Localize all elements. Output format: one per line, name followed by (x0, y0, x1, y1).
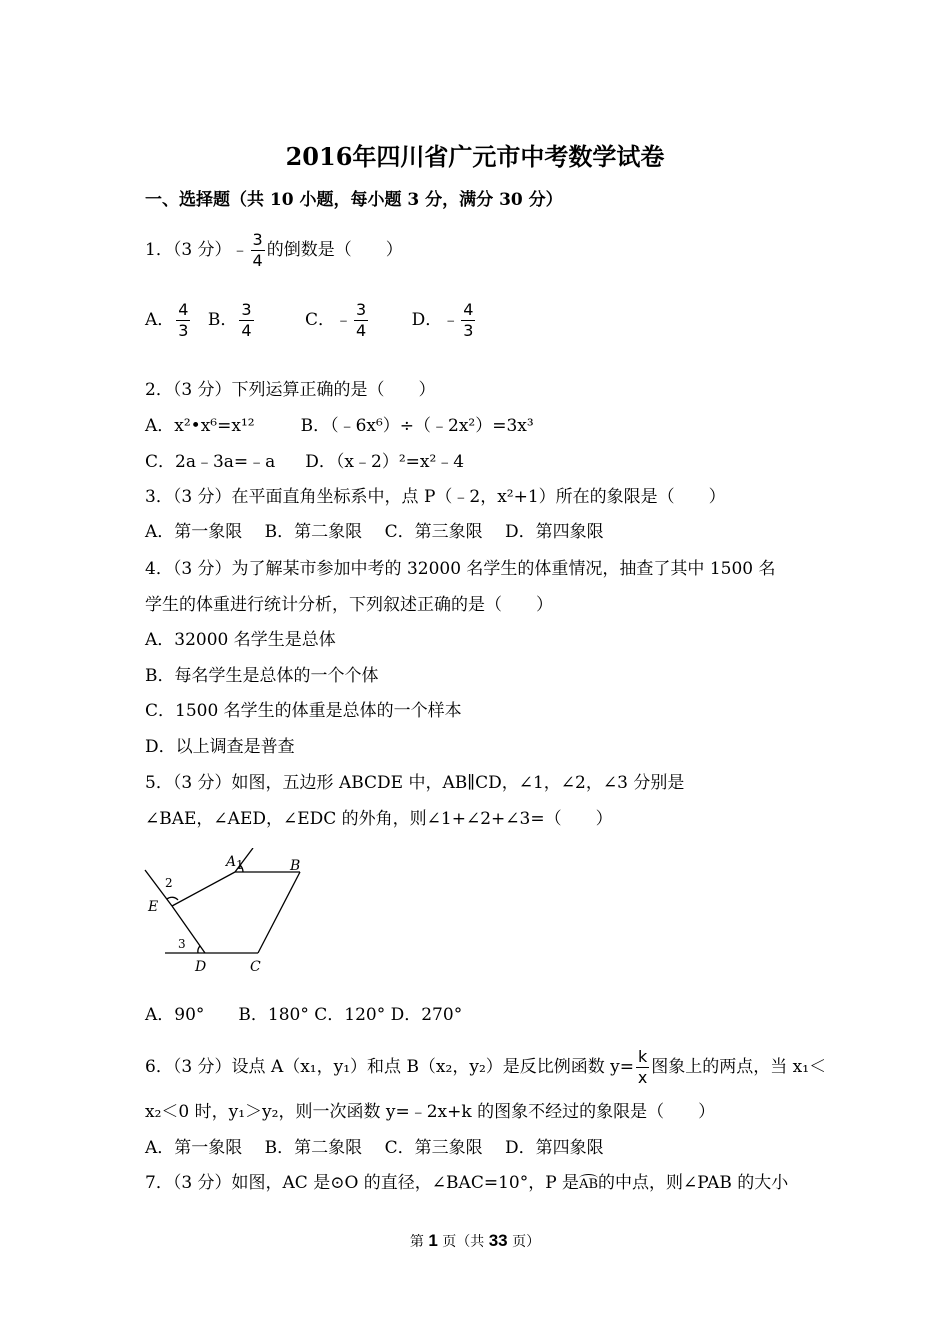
label-angle-3: 3 (178, 937, 186, 951)
total-pages: 33 (488, 1231, 508, 1250)
question-4-stem-line1: 4．（3 分）为了解某市参加中考的 32000 名学生的体重情况，抽查了其中 1500 名 (145, 559, 776, 579)
question-5-stem-line1: 5．（3 分）如图，五边形 ABCDE 中，AB∥CD，∠1，∠2，∠3 分别是 (145, 773, 685, 793)
option-a: A． $\frac{4}{3}$ (145, 300, 189, 340)
label-d: D (195, 959, 207, 975)
option-c: C．2a﹣3a=﹣a (145, 452, 276, 472)
label-angle-1: 1 (236, 858, 244, 872)
option-b: B． $\frac{3}{4}$ (207, 300, 252, 340)
question-6-stem-line1: 6．（3 分）设点 A（x₁，y₁）和点 B（x₂，y₂）是反比例函数 y= $\frac{k}{x}$ 图象上的两点，当 x₁＜ (145, 1047, 827, 1087)
option-d: D．（x﹣2）²=x²﹣4 (305, 452, 465, 472)
segment-de (172, 906, 205, 953)
angle-2-arc (167, 897, 178, 900)
segment-bc (258, 872, 300, 953)
question-1-options (145, 302, 477, 339)
label-a: A (226, 854, 237, 870)
question-3-stem: 3．（3 分）在平面直角坐标系中，点 P（﹣2，x²+1）所在的象限是（ ） (145, 487, 726, 507)
question-4-option-c: C．1500 名学生的体重是总体的一个样本 (145, 701, 462, 721)
question-4-option-a: A．32000 名学生是总体 (145, 630, 336, 650)
question-1-stem: 1．（3 分）﹣ $\frac{3}{4}$ 的倒数是（ ） (145, 230, 403, 270)
question-5-options: A．90° B．180° C．120° D．270° (145, 1005, 463, 1025)
fraction: $\frac{3}{4}$ (252, 230, 263, 270)
fraction: $\frac{k}{x}$ (637, 1047, 648, 1087)
current-page: 1 (428, 1231, 438, 1250)
label-angle-2: 2 (165, 876, 173, 890)
arc-ab: AB (579, 1174, 598, 1191)
label-b: B (290, 858, 301, 874)
option-b: B．（﹣6x⁶）÷（﹣2x²）=3x³ (300, 416, 534, 436)
question-4-option-d: D．以上调查是普查 (145, 737, 295, 757)
option-d: D．﹣ $\frac{4}{3}$ (411, 300, 474, 340)
question-4-stem-line2: 学生的体重进行统计分析，下列叙述正确的是（ ） (145, 595, 553, 615)
page-footer: 第 1 页（共 33 页） (409, 1231, 541, 1250)
angle-3-arc (198, 946, 200, 953)
question-6-options: A．第一象限 B．第二象限 C．第三象限 D．第四象限 (145, 1138, 604, 1158)
label-e: E (148, 899, 159, 915)
page-title: 2016年四川省广元市中考数学试卷 (285, 142, 665, 171)
question-2-stem: 2．（3 分）下列运算正确的是（ ） (145, 380, 436, 400)
label-c: C (250, 959, 261, 975)
question-4-option-b: B．每名学生是总体的一个个体 (145, 666, 379, 686)
question-2-options-row2 (145, 454, 464, 471)
section-heading: 一、选择题（共 10 小题，每小题 3 分，满分 30 分） (145, 190, 563, 210)
question-2-options-row1 (145, 418, 534, 435)
option-c: C．﹣ $\frac{3}{4}$ (304, 300, 367, 340)
question-5-stem-line2: ∠BAE，∠AED，∠EDC 的外角，则∠1+∠2+∠3=（ ） (145, 809, 613, 829)
option-a: A．x²•x⁶=x¹² (145, 416, 255, 436)
segment-ea (172, 872, 235, 906)
pentagon-figure (140, 848, 310, 980)
question-6-stem-line2: x₂＜0 时，y₁＞y₂，则一次函数 y=﹣2x+k 的图象不经过的象限是（ ） (145, 1102, 716, 1122)
question-7-stem: 7．（3 分）如图，AC 是⊙O 的直径，∠BAC=10°，P 是AB的中点，则∠PAB 的大小 (145, 1173, 789, 1193)
question-3-options: A．第一象限 B．第二象限 C．第三象限 D．第四象限 (145, 522, 604, 542)
